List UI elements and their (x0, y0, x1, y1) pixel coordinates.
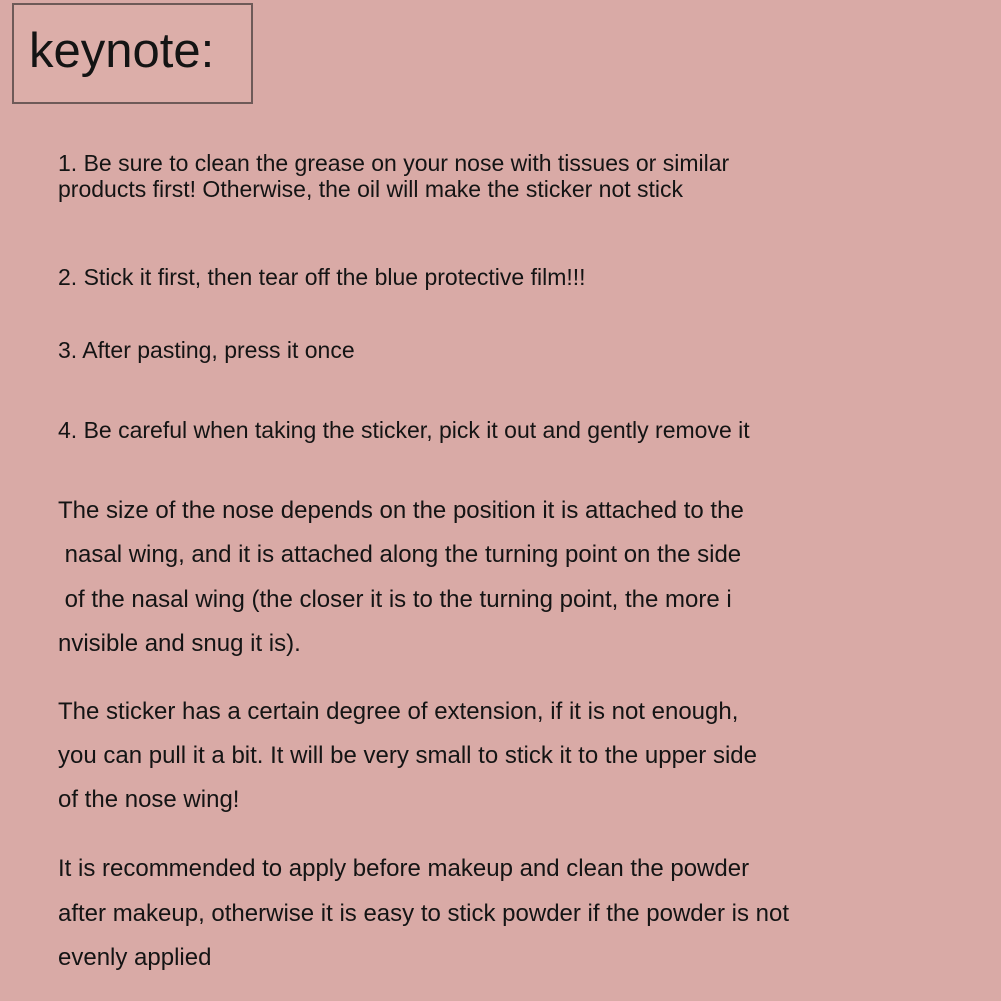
keynote-title-box (12, 3, 253, 104)
paragraph-2-line-3: of the nose wing! (58, 786, 240, 813)
keynote-title: keynote: (29, 24, 215, 78)
paragraph-1-line-2: nasal wing, and it is attached along the turning point on the side (58, 541, 742, 568)
paragraph-2-line-2: you can pull it a bit. It will be very small to stick it to the upper side (58, 742, 757, 769)
note-1-line-2: products first! Otherwise, the oil will make the sticker not stick (58, 176, 684, 202)
note-3: 3. After pasting, press it once (58, 337, 355, 363)
paragraph-3-line-1: It is recommended to apply before makeup and clean the powder (58, 855, 750, 882)
paragraph-1-line-4: nvisible and snug it is). (58, 630, 301, 657)
note-1-line-1: 1. Be sure to clean the grease on your nose with tissues or similar (58, 150, 730, 176)
note-4: 4. Be careful when taking the sticker, pick it out and gently remove it (58, 417, 750, 443)
paragraph-3-line-2: after makeup, otherwise it is easy to stick powder if the powder is not (58, 900, 790, 927)
paragraph-2-line-1: The sticker has a certain degree of extension, if it is not enough, (58, 698, 739, 725)
paragraph-1-line-1: The size of the nose depends on the position it is attached to the (58, 497, 744, 524)
note-2: 2. Stick it first, then tear off the blue protective film!!! (58, 264, 586, 290)
paragraph-1-line-3: of the nasal wing (the closer it is to the turning point, the more i (58, 586, 732, 613)
paragraph-3-line-3: evenly applied (58, 944, 212, 971)
